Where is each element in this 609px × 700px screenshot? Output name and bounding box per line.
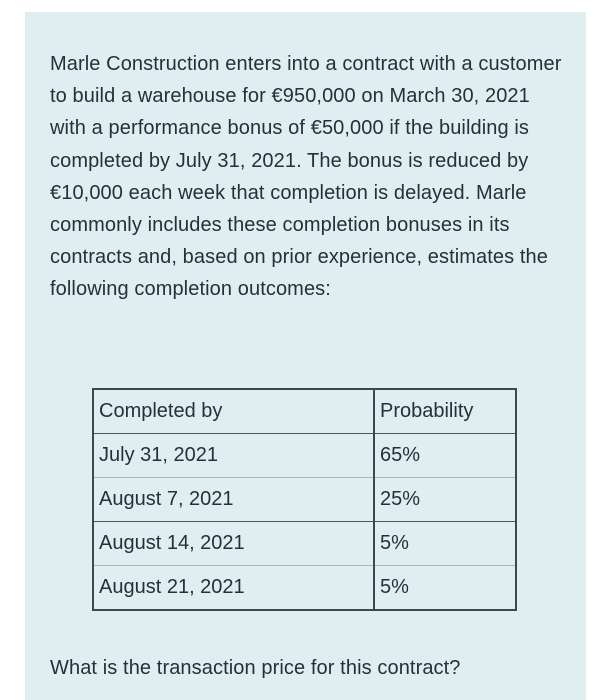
cell-completed-by: August 14, 2021 [93, 522, 374, 566]
completion-outcomes-table [92, 388, 517, 611]
cell-completed-by: August 7, 2021 [93, 478, 374, 522]
table-row [93, 478, 516, 522]
table-row [93, 434, 516, 478]
table-row [93, 522, 516, 566]
cell-probability: 25% [374, 478, 516, 522]
cell-completed-by: July 31, 2021 [93, 434, 374, 478]
cell-probability: 5% [374, 566, 516, 611]
problem-statement: Marle Construction enters into a contract with a customer to build a warehouse for €950,000 on March 30, 2021 with a performance bonus of €50,000 if the building is completed by July 31, 2021. The bonus is reduced by €10,000 each week that completion is delayed. Marle commonly includes these completion bonuses in its contracts and, based on prior experience, estimates the following completion outcomes: [50, 53, 562, 301]
table-header-row [93, 389, 516, 434]
cell-probability: 5% [374, 522, 516, 566]
table-row [93, 566, 516, 611]
cell-probability: 65% [374, 434, 516, 478]
question-text: What is the transaction price for this contract? [50, 657, 461, 679]
problem-card [25, 12, 586, 700]
column-header-completed-by: Completed by [93, 389, 374, 434]
column-header-probability: Probability [374, 389, 516, 434]
cell-completed-by: August 21, 2021 [99, 576, 245, 598]
